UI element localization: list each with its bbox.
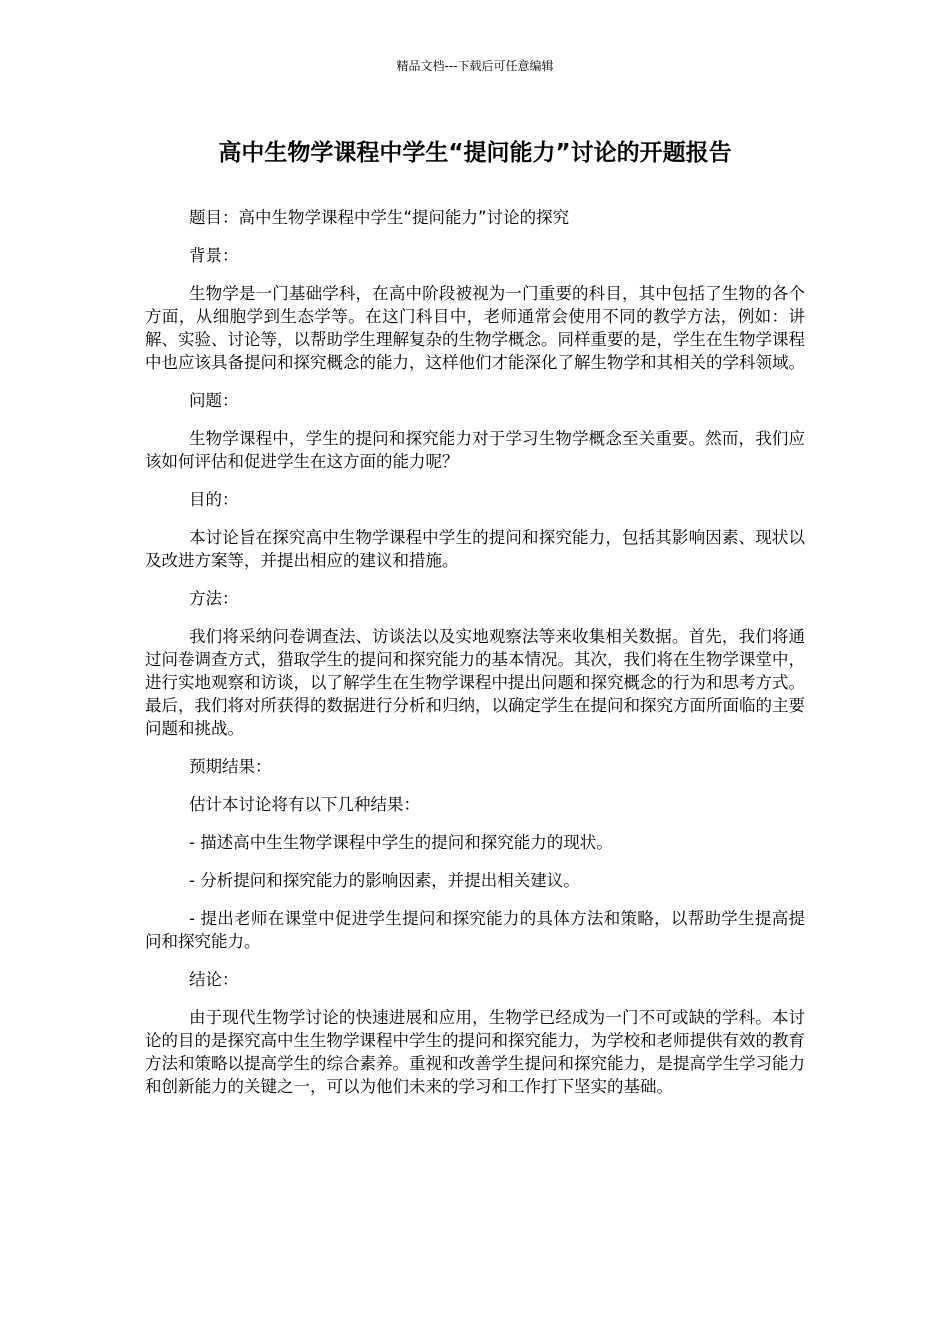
expected-result-item: - 描述高中生生物学课程中学生的提问和探究能力的现状。 xyxy=(189,833,613,852)
section-heading-conclusion: 结论： xyxy=(189,970,239,989)
section-heading-background: 背景： xyxy=(189,246,239,265)
method-paragraph: 我们将采纳问卷调查法、访谈法以及实地观察法等来收集相关数据。首先，我们将通过问卷调查方式，猎取学生的提问和探究能力的基本情况。其次，我们将在生物学课堂中，进行实地观察和访谈，以了解学生在生物学课程中提出问题和探究概念的行为和思考方式。最后，我们将对所获得的数据进行分析和归纳，以确定学生在提问和探究方面所面临的主要问题和挑战。 xyxy=(145,627,805,738)
background-paragraph: 生物学是一门基础学科，在高中阶段被视为一门重要的科目，其中包括了生物的各个方面，从细胞学到生态学等。在这门科目中，老师通常会使用不同的教学方法，例如：讲解、实验、讨论等，以帮助学生理解复杂的生物学概念。同样重要的是，学生在生物学课程中也应该具备提问和探究概念的能力，这样他们才能深化了解生物学和其相关的学科领域。 xyxy=(145,284,805,372)
expected-result-item: - 提出老师在课堂中促进学生提问和探究能力的具体方法和策略，以帮助学生提高提问和探究能力。 xyxy=(145,909,805,951)
document-title: 高中生物学课程中学生“提问能力”讨论的开题报告 xyxy=(218,140,732,166)
section-heading-method: 方法： xyxy=(189,589,239,608)
section-heading-expected-results: 预期结果： xyxy=(189,757,272,776)
section-heading-purpose: 目的： xyxy=(189,490,239,509)
expected-results-intro: 估计本讨论将有以下几种结果： xyxy=(189,795,420,814)
document-body xyxy=(145,206,805,1113)
section-heading-question: 问题： xyxy=(189,391,239,410)
conclusion-paragraph: 由于现代生物学讨论的快速进展和应用，生物学已经成为一门不可或缺的学科。本讨论的目的是探究高中生生物学课程中学生的提问和探究能力，为学校和老师提供有效的教育方法和策略以提高学生的综合素养。重视和改善学生提问和探究能力，是提高学生学习能力和创新能力的关键之一，可以为他们未来的学习和工作打下坚实的基础。 xyxy=(145,1008,805,1096)
topic-line: 题目：高中生物学课程中学生“提问能力”讨论的探究 xyxy=(189,208,570,227)
page-header-note: 精品文档---下载后可任意编辑 xyxy=(396,59,554,73)
purpose-paragraph: 本讨论旨在探究高中生物学课程中学生的提问和探究能力，包括其影响因素、现状以及改进方案等，并提出相应的建议和措施。 xyxy=(145,528,805,570)
question-paragraph: 生物学课程中，学生的提问和探究能力对于学习生物学概念至关重要。然而，我们应该如何评估和促进学生在这方面的能力呢？ xyxy=(145,429,805,471)
expected-result-item: - 分析提问和探究能力的影响因素，并提出相关建议。 xyxy=(189,871,580,890)
